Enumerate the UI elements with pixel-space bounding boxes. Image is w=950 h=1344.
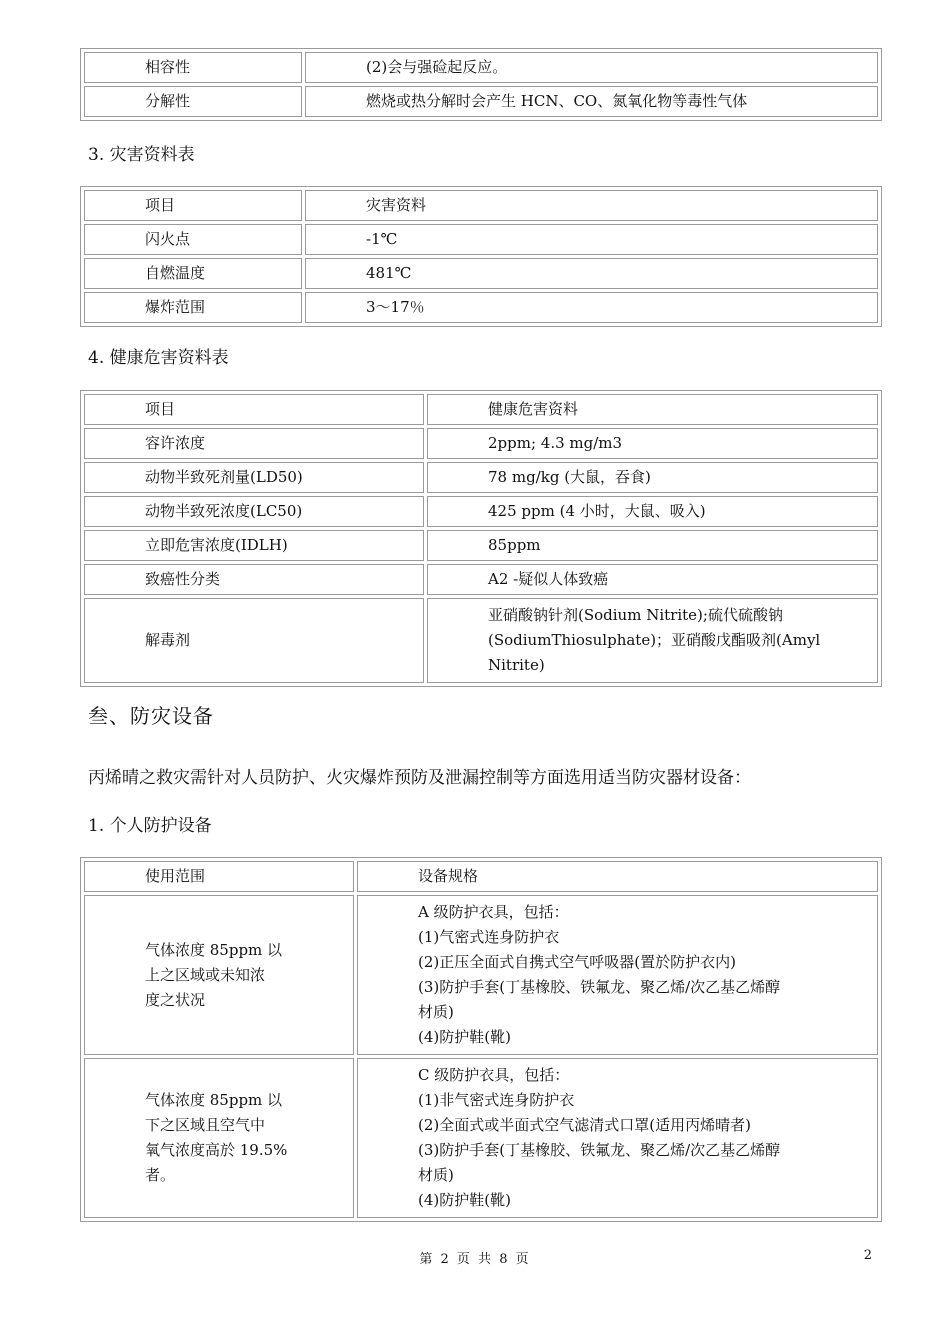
text-line: 气体浓度 85ppm 以 (145, 940, 283, 959)
text-line: 度之状况 (145, 990, 206, 1009)
text-line: A 级防护衣具，包括： (418, 903, 569, 921)
row-label: 相容性 (84, 52, 302, 83)
row-value: 425 ppm (4 小时，大鼠、吸入) (427, 496, 878, 527)
hazard-heading: 3. 灾害资料表 (88, 145, 195, 165)
row-label: 动物半致死剂量(LD50) (84, 462, 424, 493)
row-value: 2ppm; 4.3 mg/m3 (427, 428, 878, 459)
row-label: 自燃温度 (84, 258, 302, 289)
table-row (84, 258, 878, 289)
row-value: 78 mg/kg (大鼠，吞食) (427, 462, 878, 493)
spec-cell (357, 1058, 878, 1218)
hazard-table (80, 186, 882, 327)
spec-cell (357, 895, 878, 1055)
table-row (84, 530, 878, 561)
row-value: 燃烧或热分解时会产生 HCN、CO、氮氧化物等毒性气体 (305, 86, 878, 117)
text-line: (3)防护手套(丁基橡胶、铁氟龙、聚乙烯/次乙基乙烯醇 (418, 1141, 781, 1159)
scope-cell (84, 895, 354, 1055)
row-label: 分解性 (84, 86, 302, 117)
table-row (84, 428, 878, 459)
text-line: (1)非气密式连身防护衣 (418, 1091, 575, 1109)
text-line: (4)防护鞋(靴) (418, 1191, 511, 1209)
column-header: 设备规格 (357, 861, 878, 892)
table-row (84, 496, 878, 527)
page-number: 2 (863, 1248, 872, 1263)
table-row (84, 52, 878, 83)
text-line: (4)防护鞋(靴) (418, 1028, 511, 1046)
properties-table (80, 48, 882, 121)
text-line: (2)正压全面式自携式空气呼吸器(置於防护衣内) (418, 953, 736, 971)
column-header: 项目 (84, 394, 424, 425)
ppe-heading: 1. 个人防护设备 (88, 816, 212, 836)
row-value: 3～17％ (305, 292, 878, 323)
row-value: A2 -疑似人体致癌 (427, 564, 878, 595)
table-row (84, 1058, 878, 1218)
row-value: 85ppm (427, 530, 878, 561)
row-label: 容许浓度 (84, 428, 424, 459)
ppe-table (80, 857, 882, 1222)
row-label: 动物半致死浓度(LC50) (84, 496, 424, 527)
table-row (84, 598, 878, 683)
text-line: 者。 (145, 1166, 176, 1184)
row-label: 立即危害浓度(IDLH) (84, 530, 424, 561)
table-row (84, 462, 878, 493)
scope-cell (84, 1058, 354, 1218)
row-label: 闪火点 (84, 224, 302, 255)
text-line: 上之区域或未知浓 (145, 965, 266, 984)
table-row (84, 895, 878, 1055)
row-value: 481℃ (305, 258, 878, 289)
text-line: C 级防护衣具，包括： (418, 1066, 570, 1084)
text-line: 氧气浓度高於 19.5% (145, 1141, 288, 1159)
row-label: 解毒剂 (84, 598, 424, 683)
section-title: 叁、防灾设备 (88, 704, 214, 728)
text-line: (2)全面式或半面式空气滤清式口罩(适用丙烯晴者) (418, 1116, 751, 1134)
text-line: 材质) (418, 1003, 454, 1021)
health-heading: 4. 健康危害资料表 (88, 348, 229, 368)
column-header: 项目 (84, 190, 302, 221)
table-row (84, 224, 878, 255)
text-line: (3)防护手套(丁基橡胶、铁氟龙、聚乙烯/次乙基乙烯醇 (418, 978, 781, 996)
page-indicator: 第 2 页 共 8 页 (419, 1252, 531, 1267)
text-line: 亚硝酸钠针剂(Sodium Nitrite);硫代硫酸钠 (488, 606, 783, 624)
text-line: (SodiumThiosulphate)；亚硝酸戊酯吸剂(Amyl (488, 631, 821, 649)
row-value: -1℃ (305, 224, 878, 255)
row-label: 致癌性分类 (84, 564, 424, 595)
table-header-row (84, 394, 878, 425)
table-header-row (84, 861, 878, 892)
row-value (427, 598, 878, 683)
row-label: 爆炸范围 (84, 292, 302, 323)
table-row (84, 564, 878, 595)
column-header: 使用范围 (84, 861, 354, 892)
table-row (84, 86, 878, 117)
text-line: 材质) (418, 1166, 454, 1184)
table-header-row (84, 190, 878, 221)
column-header: 健康危害资料 (427, 394, 878, 425)
intro-paragraph: 丙烯晴之救灾需针对人员防护、火灾爆炸预防及泄漏控制等方面选用适当防灾器材设备： (88, 768, 751, 788)
text-line: (1)气密式连身防护衣 (418, 928, 560, 946)
text-line: Nitrite) (488, 656, 545, 674)
text-line: 气体浓度 85ppm 以 (145, 1091, 283, 1109)
health-table (80, 390, 882, 687)
row-value: (2)会与强硷起反应。 (305, 52, 878, 83)
text-line: 下之区域且空气中 (145, 1116, 266, 1134)
column-header: 灾害资料 (305, 190, 878, 221)
table-row (84, 292, 878, 323)
